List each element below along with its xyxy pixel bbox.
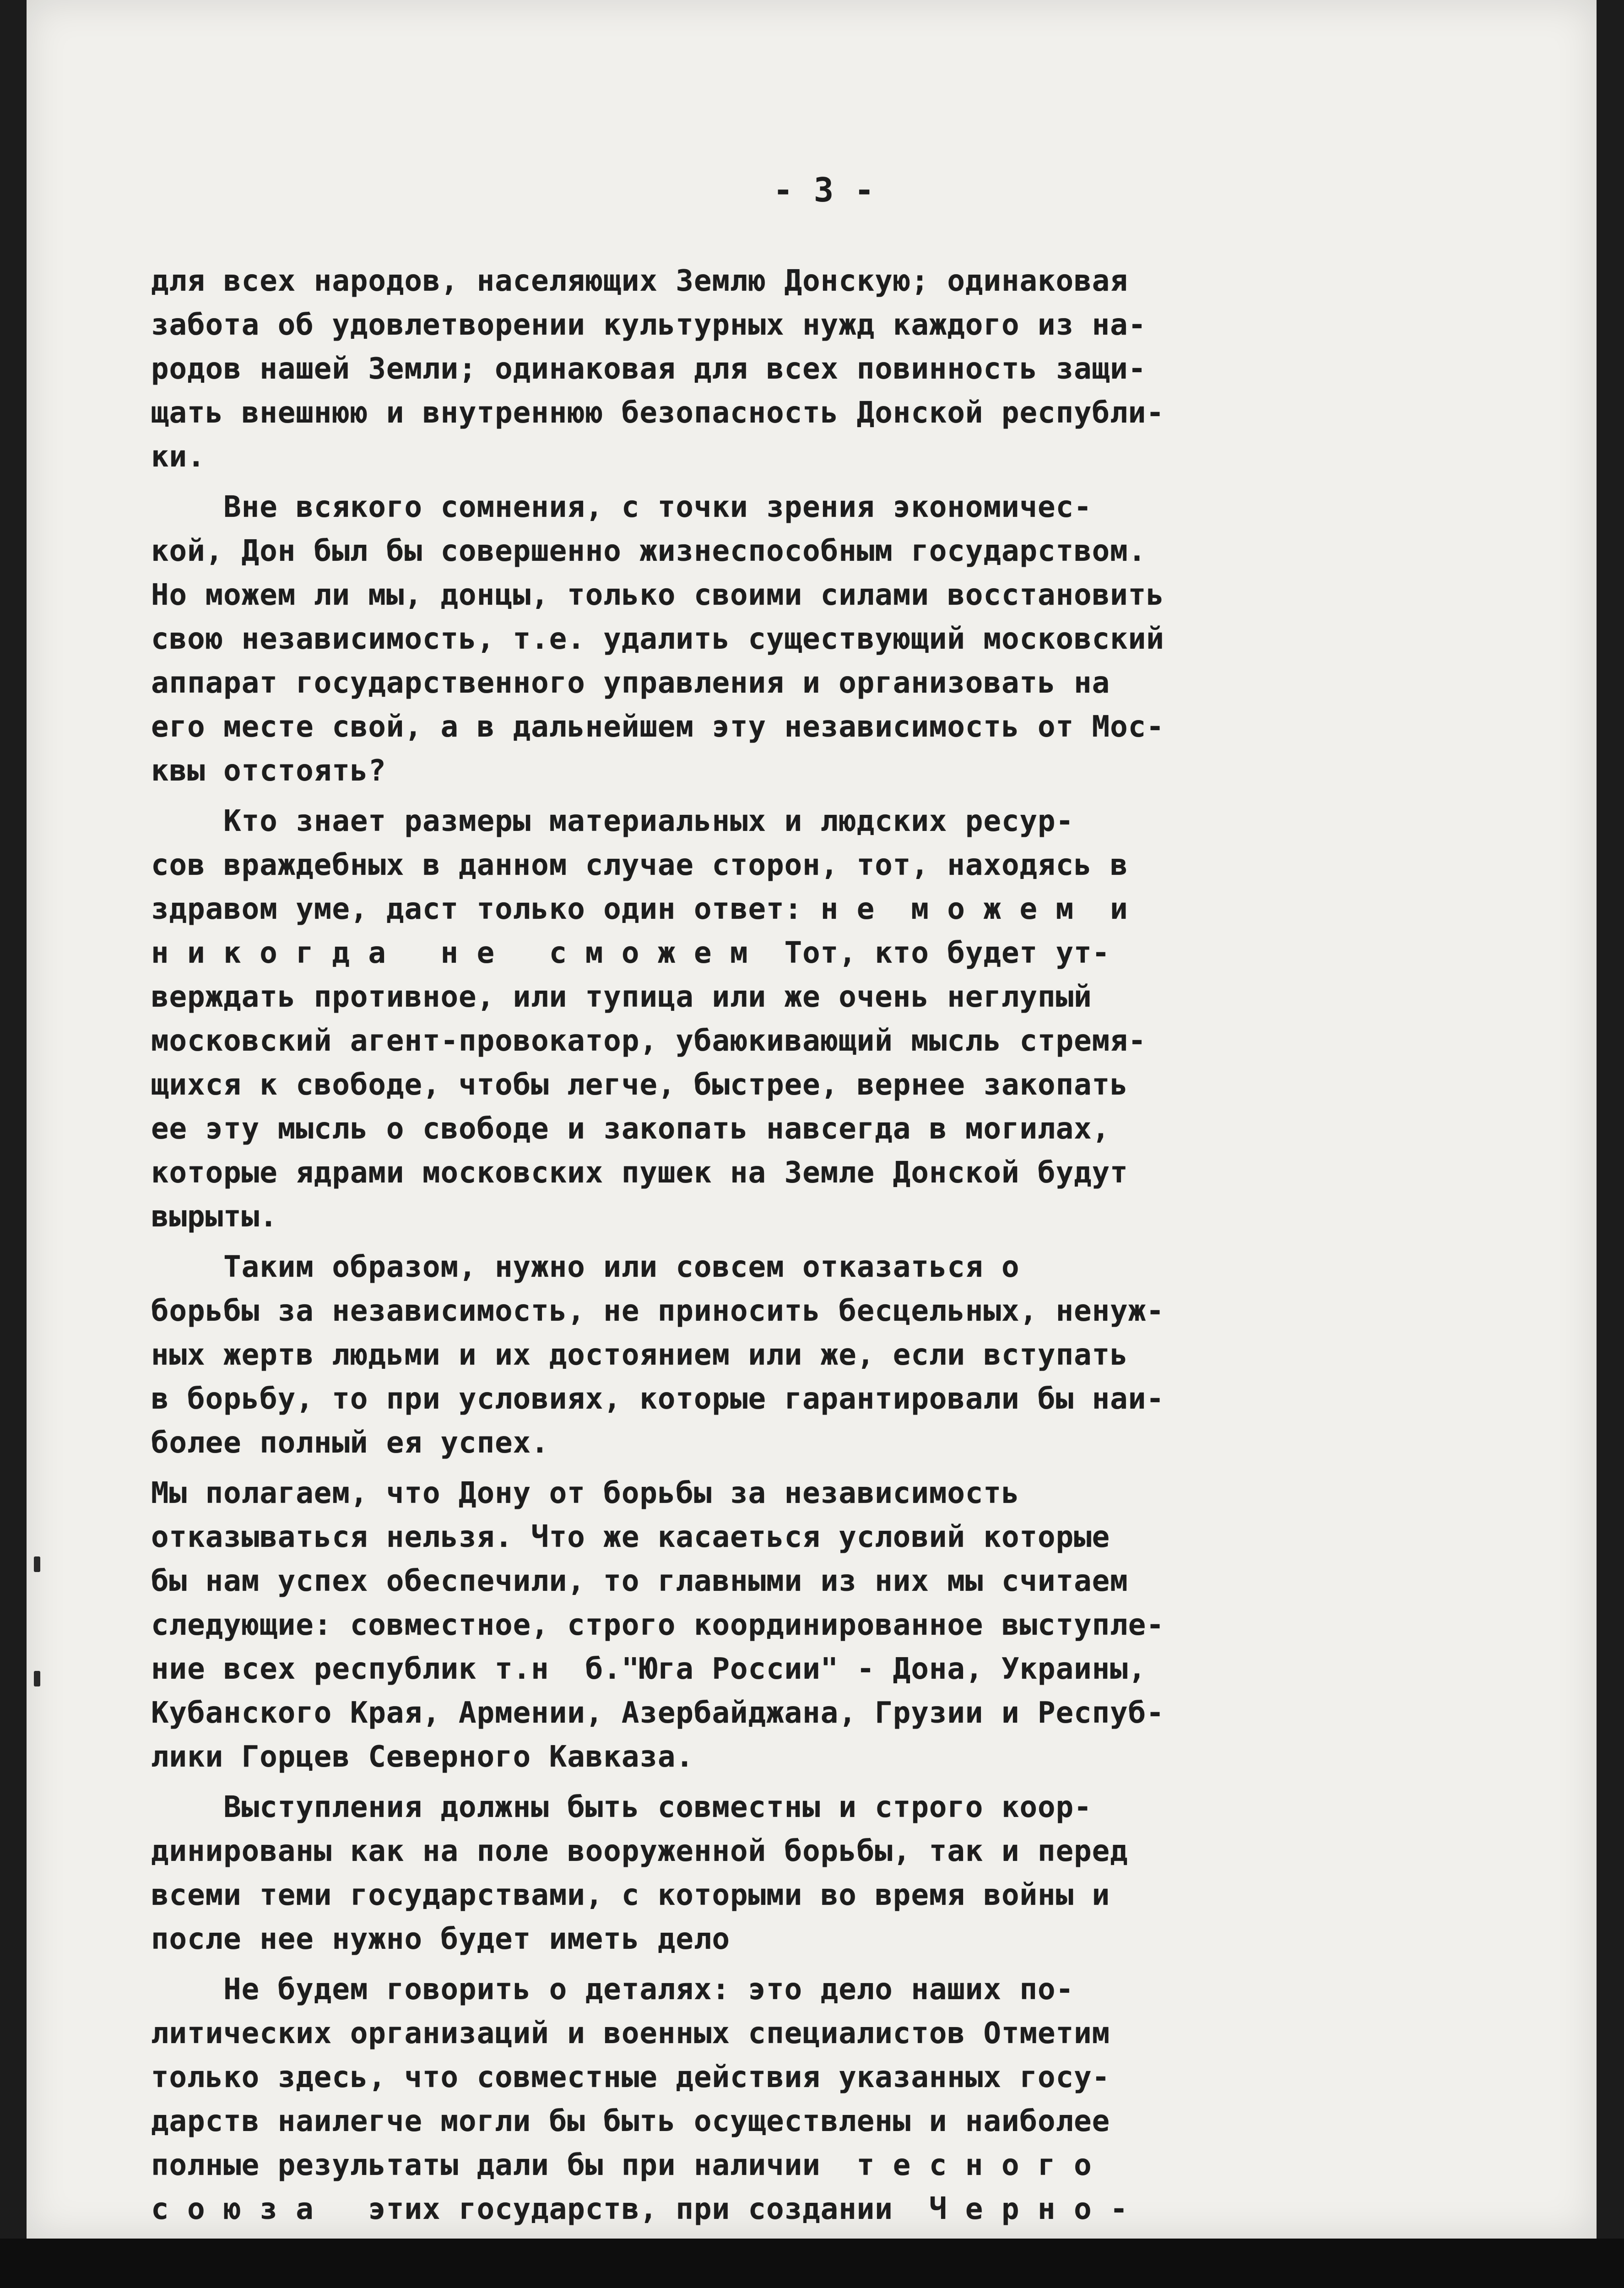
paragraph-gap <box>151 1961 1478 1968</box>
text-line: всеми теми государствами, с которыми во время войны и <box>151 1878 1110 1912</box>
text-line: верждать противное, или тупица или же очень неглупый <box>151 980 1092 1014</box>
text-line: Кубанского Края, Армении, Азербайджана, Грузии и Респуб- <box>151 1696 1164 1730</box>
text-line: его месте свой, а в дальнейшем эту независимость от Мос- <box>151 710 1164 744</box>
text-line: кой, Дон был бы совершенно жизнеспособным государством. <box>151 534 1147 568</box>
text-line: московский агент-провокатор, убаюкивающий мысль стремя- <box>151 1024 1147 1058</box>
text-line: Таким образом, нужно или совсем отказаться о <box>151 1250 1020 1284</box>
text-line: более полный ея успех. <box>151 1426 549 1460</box>
paragraph-gap <box>151 1465 1478 1471</box>
text-line: вырыты. <box>151 1200 278 1234</box>
binding-mark <box>34 1671 40 1686</box>
text-line: Не будем говорить о деталях: это дело наших по- <box>151 1973 1074 2006</box>
text-line: ее эту мысль о свободе и закопать навсегда в могилах, <box>151 1112 1110 1146</box>
text-line: Выступления должны быть совместны и строго коор- <box>151 1790 1092 1824</box>
text-line: ние всех республик т.н б."Юга России" - Дона, Украины, <box>151 1652 1147 1686</box>
paragraph <box>151 485 1478 793</box>
binding-mark <box>34 1556 40 1572</box>
paragraph <box>151 259 1478 479</box>
text-line: ки. <box>151 440 206 474</box>
typewritten-text <box>151 165 1478 2231</box>
text-line: литических организаций и военных специалистов Отметим <box>151 2017 1110 2050</box>
text-line: забота об удовлетворении культурных нужд каждого из на- <box>151 308 1147 342</box>
text-line: отказываться нельзя. Что же касаеться условий которые <box>151 1520 1110 1554</box>
text-line: Кто знает размеры материальных и людских ресур- <box>151 804 1074 838</box>
text-line: только здесь, что совместные действия указанных госу- <box>151 2060 1110 2094</box>
text-line: которые ядрами московских пушек на Земле Донской будут <box>151 1156 1128 1190</box>
text-line: динированы как на поле вооруженной борьбы, так и перед <box>151 1834 1128 1868</box>
text-line: родов нашей Земли; одинаковая для всех повинность защи- <box>151 352 1147 386</box>
paragraph <box>151 1471 1478 1779</box>
text-line: борьбы за независимость, не приносить бесцельных, ненуж- <box>151 1294 1164 1328</box>
paragraph <box>151 799 1478 1239</box>
text-line: после нее нужно будет иметь дело <box>151 1922 730 1956</box>
text-line: полные результаты дали бы при наличии т е с н о г о <box>151 2148 1092 2182</box>
paragraph <box>151 1968 1478 2231</box>
text-line: с о ю з а этих государств, при создании Ч е р н о - <box>151 2192 1128 2226</box>
text-line: лики Горцев Северного Кавказа. <box>151 1740 694 1774</box>
text-line: щать внешнюю и внутреннюю безопасность Донской республи- <box>151 396 1164 430</box>
paragraph <box>151 1245 1478 1465</box>
text-line: следующие: совместное, строго координированное выступле- <box>151 1608 1164 1642</box>
text-line: аппарат государственного управления и организовать на <box>151 666 1110 700</box>
text-line: в борьбу, то при условиях, которые гарантировали бы наи- <box>151 1382 1164 1416</box>
text-line: бы нам успех обеспечили, то главными из них мы считаем <box>151 1564 1128 1598</box>
text-line: квы отстоять? <box>151 754 386 788</box>
page-number: - 3 - <box>773 171 875 209</box>
text-line: дарств наилегче могли бы быть осуществлены и наиболее <box>151 2104 1110 2138</box>
paragraph <box>151 1785 1478 1961</box>
paragraph-gap <box>151 1779 1478 1785</box>
text-line: н и к о г д а н е с м о ж е м Тот, кто будет ут- <box>151 936 1110 970</box>
body-text <box>151 259 1478 2231</box>
text-line: Вне всякого сомнения, с точки зрения экономичес- <box>151 490 1092 524</box>
text-line: для всех народов, населяющих Землю Донскую; одинаковая <box>151 264 1128 298</box>
text-line: свою независимость, т.е. удалить существующий московский <box>151 622 1164 656</box>
text-line: Мы полагаем, что Дону от борьбы за независимость <box>151 1476 1020 1510</box>
scan-border <box>0 2239 1624 2288</box>
text-line: ных жертв людьми и их достоянием или же, если вступать <box>151 1338 1128 1372</box>
text-line: здравом уме, даст только один ответ: н е м о ж е м и <box>151 892 1128 926</box>
paragraph-gap <box>151 479 1478 485</box>
text-line: сов враждебных в данном случае сторон, тот, находясь в <box>151 848 1128 882</box>
text-line: щихся к свободе, чтобы легче, быстрее, вернее закопать <box>151 1068 1128 1102</box>
text-line: Но можем ли мы, донцы, только своими силами восстановить <box>151 578 1164 612</box>
paragraph-gap <box>151 793 1478 799</box>
paragraph-gap <box>151 1239 1478 1245</box>
